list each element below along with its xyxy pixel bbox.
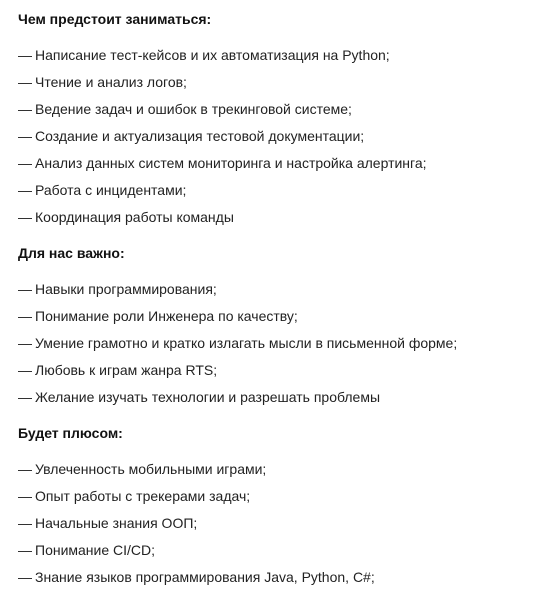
list-item-text: Чтение и анализ логов; xyxy=(35,74,187,90)
list-item-text: Любовь к играм жанра RTS; xyxy=(35,362,218,378)
list-item-text: Желание изучать технологии и разрешать проблемы xyxy=(35,389,381,405)
list-item-text: Ведение задач и ошибок в трекинговой системе; xyxy=(35,101,352,117)
dash-bullet: — xyxy=(18,335,32,351)
list-item xyxy=(18,127,538,145)
dash-bullet: — xyxy=(18,542,32,558)
list-item xyxy=(18,514,538,532)
list-item-text: Понимание CI/CD; xyxy=(35,542,156,558)
dash-bullet: — xyxy=(18,128,32,144)
dash-bullet: — xyxy=(18,47,32,63)
list-item-text: Написание тест-кейсов и их автоматизация на Python; xyxy=(35,47,390,63)
nice-to-have-list xyxy=(18,460,538,586)
section-title-responsibilities: Чем предстоит заниматься: xyxy=(18,11,212,27)
dash-bullet: — xyxy=(18,515,32,531)
list-item xyxy=(18,280,538,298)
job-requirements-content xyxy=(18,10,538,586)
list-item-text: Знание языков программирования Java, Python, C#; xyxy=(35,569,375,585)
list-item xyxy=(18,100,538,118)
dash-bullet: — xyxy=(18,488,32,504)
list-item xyxy=(18,460,538,478)
dash-bullet: — xyxy=(18,209,32,225)
list-item-text: Умение грамотно и кратко излагать мысли в письменной форме; xyxy=(35,335,458,351)
dash-bullet: — xyxy=(18,182,32,198)
list-item-text: Работа с инцидентами; xyxy=(35,182,187,198)
responsibilities-list xyxy=(18,46,538,226)
list-item-text: Навыки программирования; xyxy=(35,281,217,297)
list-item-text: Создание и актуализация тестовой документации; xyxy=(35,128,365,144)
list-item-text: Понимание роли Инженера по качеству; xyxy=(35,308,298,324)
list-item-text: Координация работы команды xyxy=(35,209,234,225)
dash-bullet: — xyxy=(18,569,32,585)
list-item xyxy=(18,46,538,64)
section-title-important: Для нас важно: xyxy=(18,245,125,261)
list-item-text: Начальные знания ООП; xyxy=(35,515,198,531)
list-item-text: Анализ данных систем мониторинга и настройка алертинга; xyxy=(35,155,427,171)
dash-bullet: — xyxy=(18,281,32,297)
list-item xyxy=(18,181,538,199)
important-list xyxy=(18,280,538,406)
list-item-text: Увлеченность мобильными играми; xyxy=(35,461,267,477)
list-item xyxy=(18,568,538,586)
dash-bullet: — xyxy=(18,362,32,378)
dash-bullet: — xyxy=(18,389,32,405)
list-item xyxy=(18,154,538,172)
list-item xyxy=(18,334,538,352)
dash-bullet: — xyxy=(18,74,32,90)
list-item xyxy=(18,541,538,559)
dash-bullet: — xyxy=(18,461,32,477)
dash-bullet: — xyxy=(18,308,32,324)
list-item xyxy=(18,487,538,505)
list-item xyxy=(18,361,538,379)
list-item xyxy=(18,307,538,325)
section-title-nice-to-have: Будет плюсом: xyxy=(18,425,123,441)
list-item-text: Опыт работы с трекерами задач; xyxy=(35,488,251,504)
dash-bullet: — xyxy=(18,155,32,171)
dash-bullet: — xyxy=(18,101,32,117)
list-item xyxy=(18,388,538,406)
list-item xyxy=(18,208,538,226)
list-item xyxy=(18,73,538,91)
